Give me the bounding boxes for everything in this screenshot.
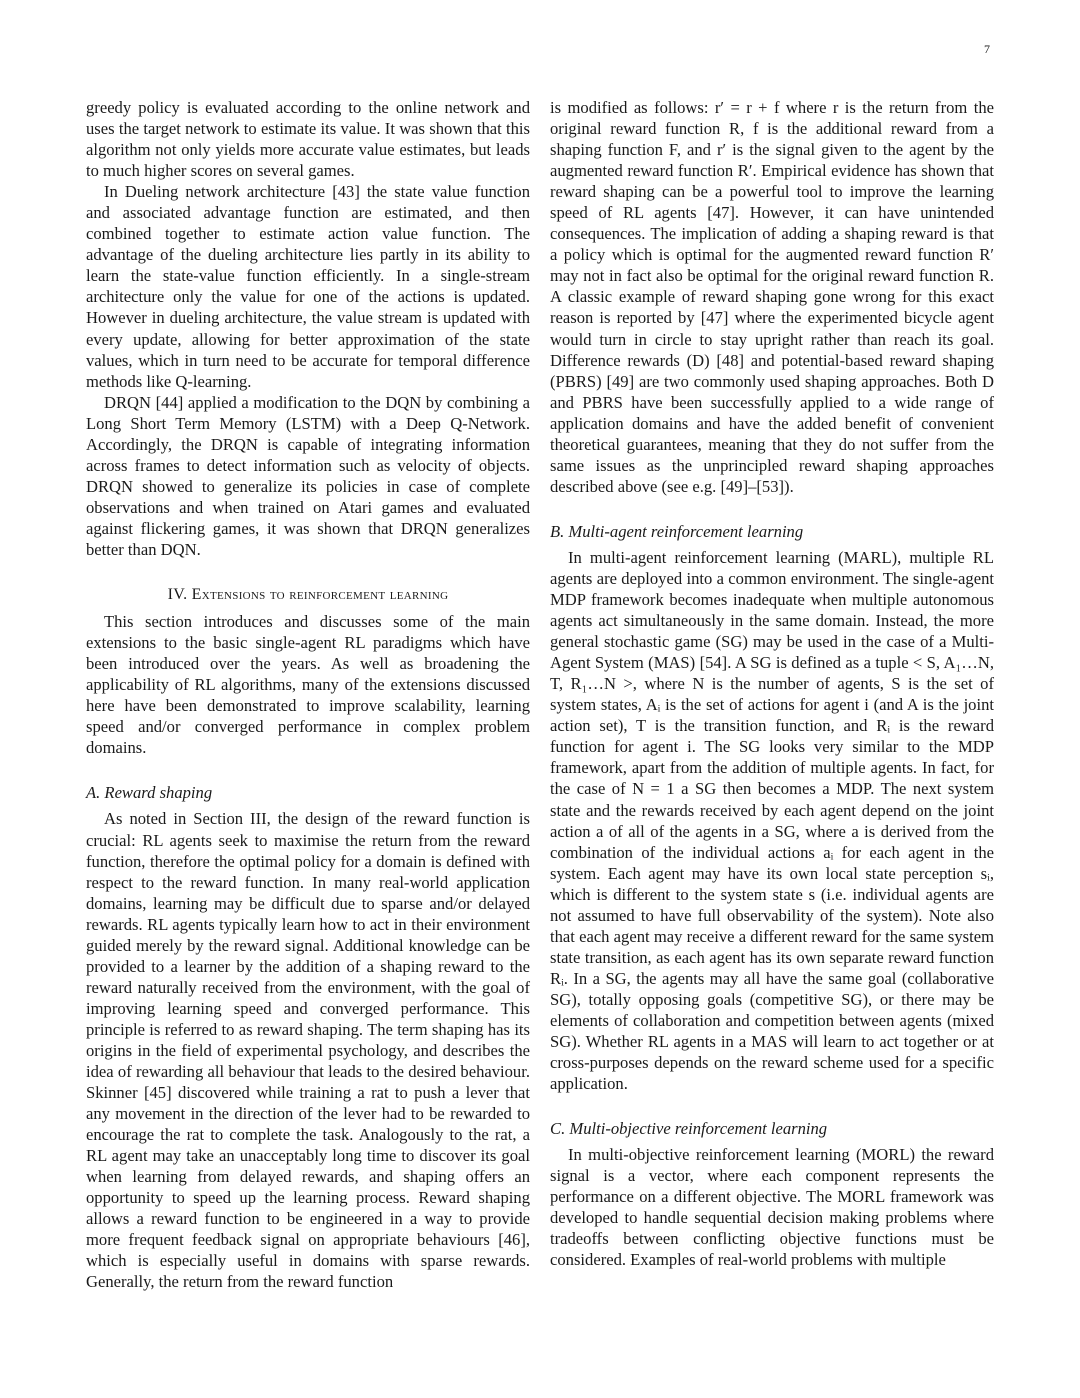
paragraph: This section introduces and discusses some of the main extensions to the basic single-agent RL paradigms which have been introduced over the years. As well as broadening the applicability of RL algorithms, many of the extensions discussed here have been demonstrated to improve scalability, learning speed and/or converged performance in complex problem domains.	[86, 612, 530, 758]
right-column	[550, 97, 994, 1270]
left-column	[86, 97, 530, 1293]
paragraph: As noted in Section III, the design of the reward function is crucial: RL agents seek to maximise the return from the reward function, therefore the optimal policy for a domain is defined with respect to the reward function. In many real-world application domains, learning may be difficult due to sparse and/or delayed rewards. RL agents typically learn how to act in their environment guided merely by the reward signal. Additional knowledge can be provided to a learner by the addition of a shaping reward to the reward naturally received from the environment, with the goal of improving learning speed and converged performance. This principle is referred to as reward shaping. The term shaping has its origins in the field of experimental psychology, and describes the idea of rewarding all behaviour that leads to the desired behaviour. Skinner [45] discovered while training a rat to push a lever that any movement in the direction of the lever had to be rewarded to encourage the rat to complete the task. Analogously to the rat, a RL agent may take an unacceptably long time to discover its goal when learning from delayed rewards, and shaping offers an opportunity to speed up the learning process. Reward shaping allows a reward function to be engineered in a way to provide more frequent feedback signal on appropriate behaviours [46], which is especially useful in domains with sparse rewards. Generally, the return from the reward function	[86, 809, 530, 1292]
paragraph: In multi-agent reinforcement learning (MARL), multiple RL agents are deployed into a common environment. The single-agent MDP framework becomes inadequate when multiple autonomous agents act simultaneously in the same domain. Instead, the more general stochastic game (SG) may be used in the case of a Multi-Agent System (MAS) [54]. A SG is defined as a tuple < S, A₁…N, T, R₁…N >, where N is the number of agents, S is the set of system states, Aᵢ is the set of actions for agent i (and A is the joint action set), T is the transition function, and Rᵢ is the reward function for agent i. The SG looks very similar to the MDP framework, apart from the addition of multiple agents. In fact, for the case of N = 1 a SG then becomes a MDP. The next system state and the rewards received by each agent depend on the joint action a of all of the agents in a SG, where a is derived from the combination of the individual actions aᵢ for each agent in the system. Each agent may have its own local state perception sᵢ, which is different to the system state s (i.e. individual agents are not assumed to have full observability of the system). Note also that each agent may receive a different reward for the same system state transition, as each agent has its own separate reward function Rᵢ. In a SG, the agents may all have the same goal (collaborative SG), totally opposing goals (competitive SG), or there may be elements of collaboration and competition between agents (mixed SG). Whether RL agents in a MAS will learn to act together or at cross-purposes depends on the reward scheme used for a specific application.	[550, 547, 994, 1094]
paragraph: In Dueling network architecture [43] the state value function and associated advantage function are estimated, and then combined together to estimate action value function. The advantage of the dueling architecture lies partly in its ability to learn the state-value function efficiently. In a single-stream architecture only the value for one of the actions is updated. However in dueling architecture, the value stream is updated with every update, allowing for better approximation of the state values, which in turn need to be accurate for temporal difference methods like Q-learning.	[86, 182, 530, 391]
paragraph: greedy policy is evaluated according to the online network and uses the target network to estimate its value. It was shown that this algorithm not only yields more accurate value estimates, but leads to much higher scores on several games.	[86, 98, 530, 181]
subsection-heading: C. Multi-objective reinforcement learning	[550, 1119, 828, 1139]
paragraph: In multi-objective reinforcement learning (MORL) the reward signal is a vector, where each component represents the performance on a different objective. The MORL framework was developed to handle sequential decision making problems where tradeoffs between conflicting objective functions must be considered. Examples of real-world problems with multiple	[550, 1145, 994, 1270]
subsection-heading: A. Reward shaping	[86, 783, 213, 803]
page-number: 7	[984, 42, 990, 56]
section-heading: IV. Extensions to reinforcement learning	[167, 586, 449, 604]
subsection-heading: B. Multi-agent reinforcement learning	[550, 521, 804, 541]
paragraph: is modified as follows: r′ = r + f where r is the return from the original reward function R, f is the additional reward from a shaping function F, and r′ is the signal given to the agent by the augmented reward function R′. Empirical evidence has shown that reward shaping can be a powerful tool to improve the learning speed of RL agents [47]. However, it can have unintended consequences. The implication of adding a shaping reward is that a policy which is optimal for the augmented reward function R′ may not in fact also be optimal for the original reward function R. A classic example of reward shaping gone wrong for this exact reason is reported by [47] where the experimented bicycle agent would turn in circle to stay upright rather than reach its goal. Difference rewards (D) [48] and potential-based reward shaping (PBRS) [49] are two commonly used shaping approaches. Both D and PBRS have been successfully applied to a wide range of application domains and have the added benefit of convenient theoretical guarantees, meaning that they do not suffer from the same issues as the unprincipled reward shaping approaches described above (see e.g. [49]–[53]).	[550, 98, 994, 496]
paragraph: DRQN [44] applied a modification to the DQN by combining a Long Short Term Memory (LSTM) with a Deep Q-Network. Accordingly, the DRQN is capable of integrating information across frames to detect information such as velocity of objects. DRQN showed to generalize its policies in case of complete observations and when trained on Atari games and evaluated against flickering games, it was shown that DRQN generalizes better than DQN.	[86, 392, 530, 559]
